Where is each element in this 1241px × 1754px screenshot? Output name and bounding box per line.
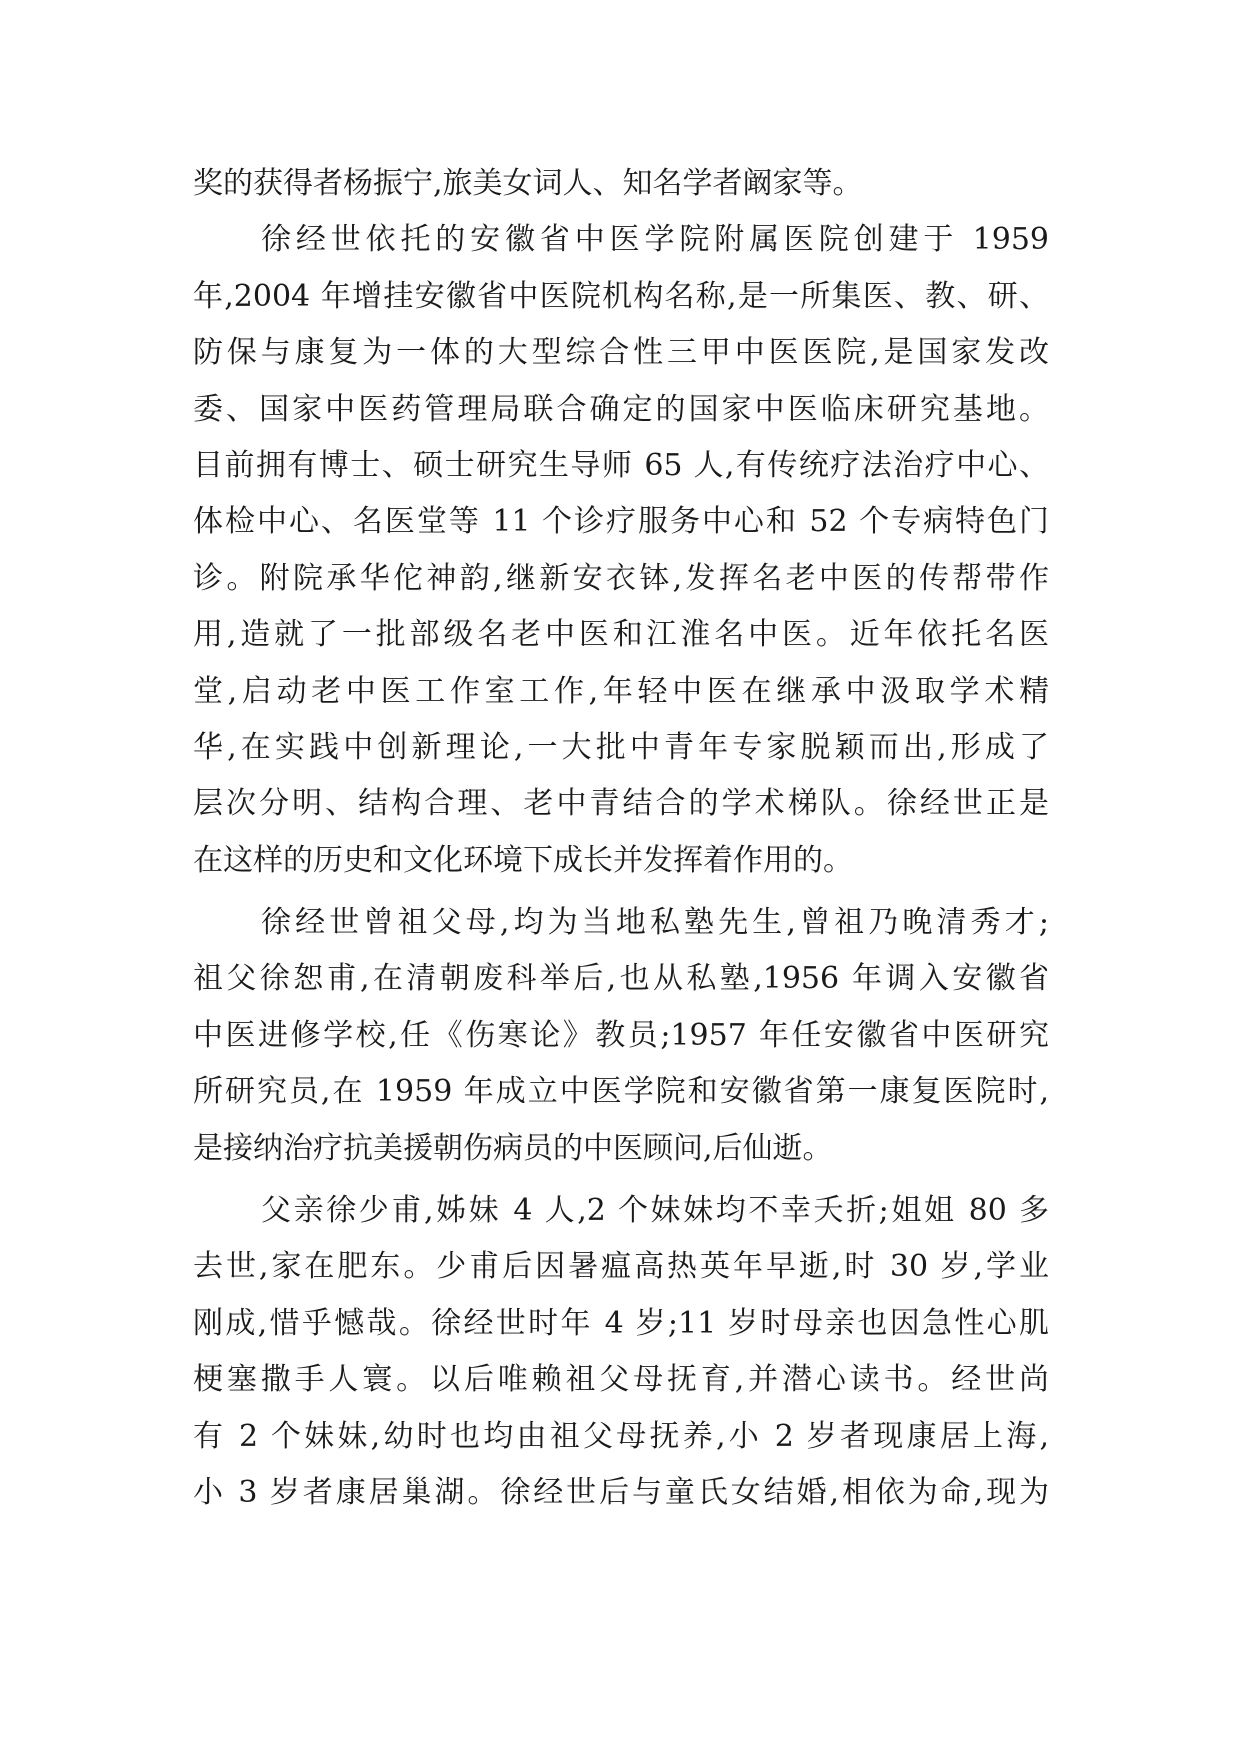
text-line: 去世,家在肥东。少甫后因暑瘟高热英年早逝,时 30 岁,学业 [193,1249,1049,1285]
text-line: 小 3 岁者康居巢湖。徐经世后与童氏女结婚,相依为命,现为 [193,1474,1049,1510]
text-line: 年,2004 年增挂安徽省中医院机构名称,是一所集医、教、研、 [193,278,1049,314]
paragraph-2 [193,212,1049,889]
paragraph-4 [193,1183,1049,1521]
text-line: 委、国家中医药管理局联合确定的国家中医临床研究基地。 [193,391,1049,427]
text-line: 目前拥有博士、硕士研究生导师 65 人,有传统疗法治疗中心、 [193,447,1049,483]
paragraph-1 [193,156,1049,212]
text-line: 体检中心、名医堂等 11 个诊疗服务中心和 52 个专病特色门 [193,504,1049,540]
text-line: 奖的获得者杨振宁,旅美女词人、知名学者阚家等。 [193,166,863,201]
text-line: 父亲徐少甫,姊妹 4 人,2 个妹妹均不幸夭折;姐姐 80 多 [261,1193,1049,1229]
text-line: 有 2 个妹妹,幼时也均由祖父母抚养,小 2 岁者现康居上海, [193,1418,1049,1454]
text-line: 徐经世曾祖父母,均为当地私塾先生,曾祖乃晚清秀才; [261,905,1049,941]
text-line: 防保与康复为一体的大型综合性三甲中医医院,是国家发改 [193,335,1049,371]
text-line: 在这样的历史和文化环境下成长并发挥着作用的。 [193,842,853,878]
text-line: 刚成,惜乎憾哉。徐经世时年 4 岁;11 岁时母亲也因急性心肌 [193,1305,1049,1341]
text-line: 华,在实践中创新理论,一大批中青年专家脱颖而出,形成了 [193,729,1049,765]
text-line: 梗塞撒手人寰。以后唯赖祖父母抚育,并潜心读书。经世尚 [193,1362,1049,1398]
text-line: 祖父徐恕甫,在清朝废科举后,也从私塾,1956 年调入安徽省 [193,961,1049,997]
text-line: 中医进修学校,任《伤寒论》教员;1957 年任安徽省中医研究 [193,1017,1049,1053]
text-line: 所研究员,在 1959 年成立中医学院和安徽省第一康复医院时, [193,1074,1049,1110]
text-line: 堂,启动老中医工作室工作,年轻中医在继承中汲取学术精 [193,673,1049,709]
text-line: 诊。附院承华佗神韵,继新安衣钵,发挥名老中医的传帮带作 [193,560,1049,596]
body-text [193,156,1049,1521]
text-line: 是接纳治疗抗美援朝伤病员的中医顾问,后仙逝。 [193,1130,833,1166]
text-line: 徐经世依托的安徽省中医学院附属医院创建于 1959 [261,222,1049,258]
paragraph-3 [193,895,1049,1177]
text-line: 用,造就了一批部级名老中医和江淮名中医。近年依托名医 [193,617,1049,653]
text-line: 层次分明、结构合理、老中青结合的学术梯队。徐经世正是 [193,786,1049,822]
